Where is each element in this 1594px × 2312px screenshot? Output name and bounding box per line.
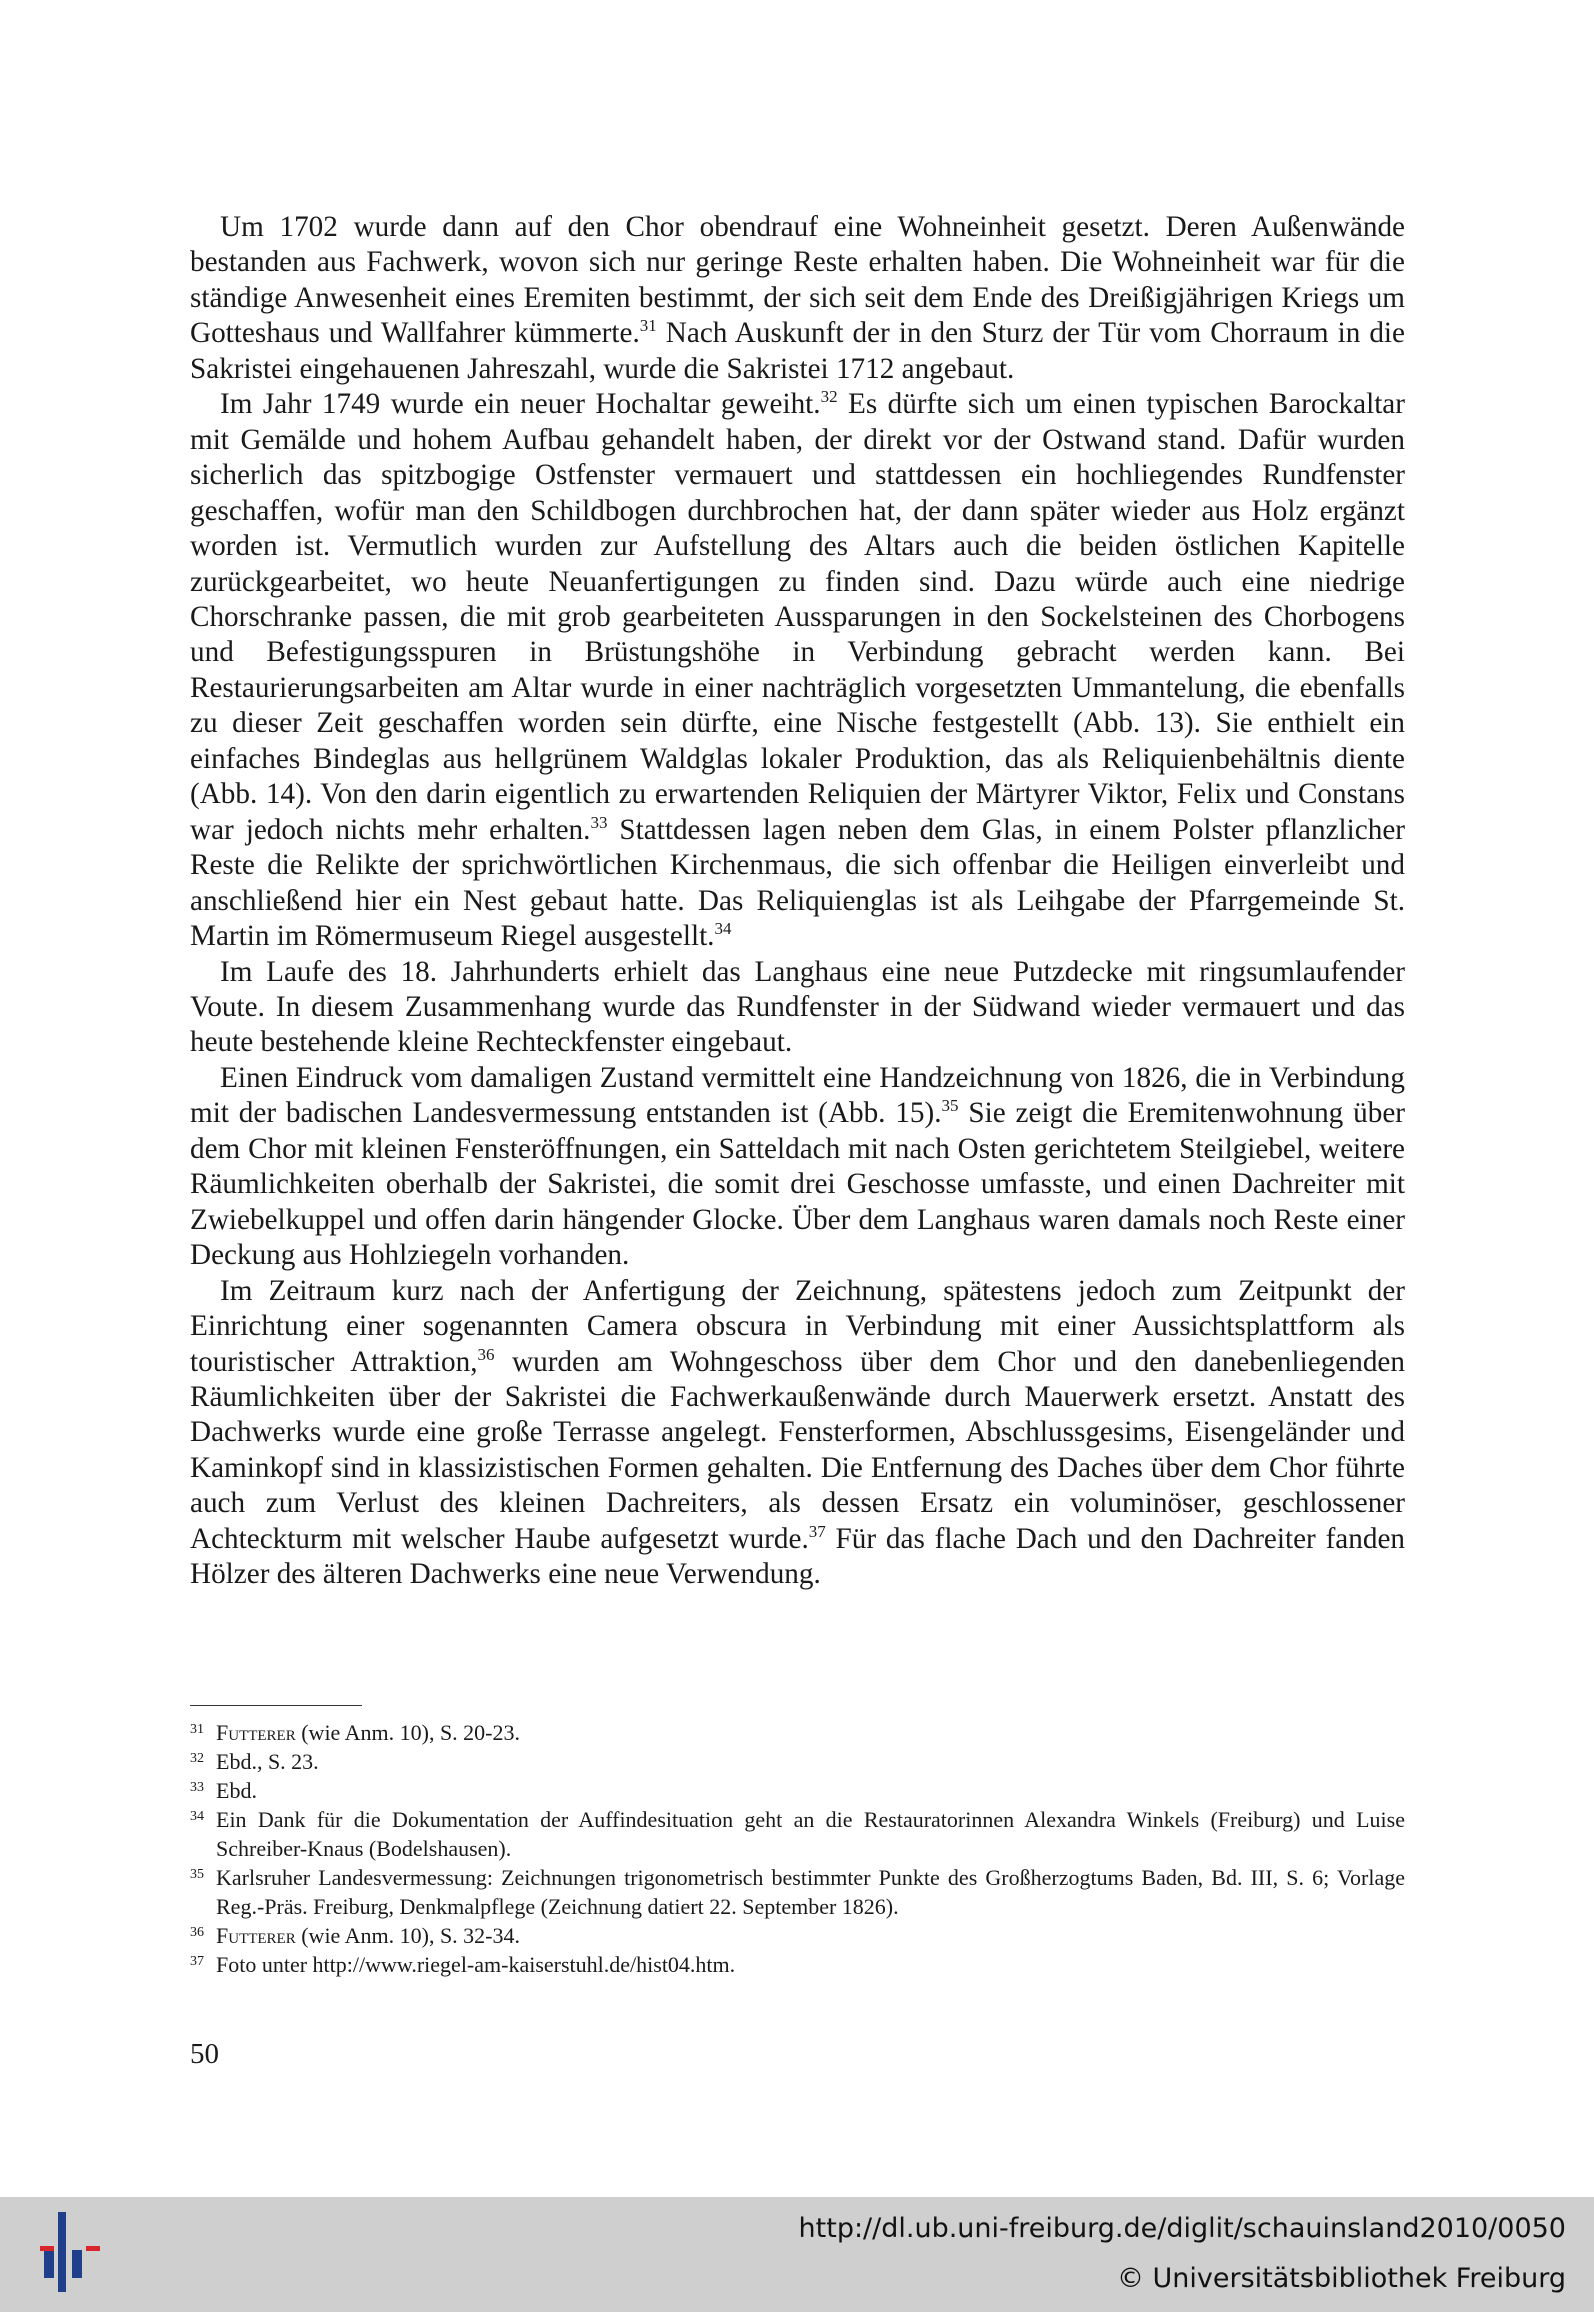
footnote-number: 36 — [190, 1925, 204, 1940]
footnote-number: 33 — [190, 1780, 204, 1795]
paragraph-text: wurden am Wohngeschoss über dem Chor und den danebenliegenden Räumlichkeiten über der Sakristei die Fachwerkaußenwände durch Mauerwerk ersetzt. Anstatt des Dachwerks wurde eine große Terrasse angelegt. Fensterformen, Abschlussgesims, Eisengeländer und Kaminkopf sind in klassizistischen Formen gehalten. Die Entfernung des Daches über dem Chor führte auch zum Verlust des kleinen Dachreiters, als dessen Ersatz ein voluminöser, geschlossener Achteckturm mit welscher Haube aufgesetzt wurde. — [190, 1345, 1405, 1555]
footnote-text: (wie Anm. 10), S. 20-23. — [295, 1720, 520, 1745]
footnote — [190, 1921, 1405, 1950]
footnote — [190, 1718, 1405, 1747]
footer-bar — [0, 2197, 1594, 2312]
footnote-reference: 34 — [714, 919, 732, 939]
footnote-text: Foto unter http://www.riegel-am-kaiserstuhl.de/hist04.htm. — [216, 1952, 736, 1977]
footnote-author: Futterer — [216, 1720, 296, 1745]
ub-freiburg-logo-icon — [40, 2212, 100, 2292]
body-paragraph — [190, 955, 1405, 1061]
paragraph-text: Nach Auskunft der in den Sturz der Tür vom Chorraum in die Sakristei eingehauenen Jahreszahl, wurde die Sakristei 1712 angebaut. — [190, 317, 1405, 385]
footer-url-link[interactable]: http://dl.ub.uni-freiburg.de/diglit/schauinsland2010/0050 — [798, 2213, 1566, 2244]
footnote-reference: 35 — [941, 1096, 959, 1116]
footnote-author: Futterer — [216, 1923, 296, 1948]
footnote-number: 37 — [190, 1954, 204, 1969]
footnote-number: 32 — [190, 1751, 204, 1766]
footnote — [190, 1776, 1405, 1805]
footnote — [190, 1950, 1405, 1979]
footnote — [190, 1747, 1405, 1776]
footnote — [190, 1805, 1405, 1863]
footnote-separator — [190, 1705, 362, 1706]
paragraph-text: Im Jahr 1749 wurde ein neuer Hochaltar geweiht. — [220, 388, 821, 421]
footnote-reference: 32 — [820, 387, 838, 407]
paragraph-text: Um 1702 wurde dann auf den Chor obendrauf eine Wohneinheit gesetzt. Deren Außenwände bestanden aus Fachwerk, wovon sich nur geringe Reste erhalten haben. Die Wohneinheit war für die ständige Anwesenheit eines Eremiten bestimmt, der sich seit dem Ende des Dreißigjährigen Kriegs um Gotteshaus und Wallfahrer kümmerte. — [190, 211, 1405, 350]
footnote-text: Ebd. — [216, 1778, 257, 1803]
page-number: 50 — [190, 2038, 219, 2070]
footnote-text: Ein Dank für die Dokumentation der Auffindesituation geht an die Restauratorinnen Alexandra Winkels (Freiburg) und Luise Schreiber-Knaus (Bodelshausen). — [216, 1807, 1405, 1861]
body-paragraph — [190, 387, 1405, 954]
paragraph-text: Es dürfte sich um einen typischen Barockaltar mit Gemälde und hohem Aufbau gehandelt haben, der direkt vor der Ostwand stand. Dafür wurden sicherlich das spitzbogige Ostfenster vermauert und stattdessen ein hochliegendes Rundfenster geschaffen, wofür man den Schildbogen durchbrochen hat, der dann später wieder aus Holz ergänzt worden ist. Vermutlich wurden zur Aufstellung des Altars auch die beiden östlichen Kapitelle zurückgearbeitet, wo heute Neuanfertigungen zu finden sind. Dazu würde auch eine niedrige Chorschranke passen, die mit grob gearbeiteten Aussparungen in den Sockelsteinen des Chorbogens und Befestigungsspuren in Brüstungshöhe in Verbindung gebracht werden kann. Bei Restaurierungsarbeiten am Altar wurde in einer nachträglich vorgesetzten Ummantelung, die ebenfalls zu dieser Zeit geschaffen worden sein dürfte, eine Nische festgestellt (Abb. 13). Sie enthielt ein einfaches Bindeglas aus hellgrünem Waldglas lokaler Produktion, das als Reliquienbehältnis diente (Abb. 14). Von den darin eigentlich zu erwartenden Reliquien der Märtyrer Viktor, Felix und Constans war jedoch nichts mehr erhalten. — [190, 388, 1405, 846]
footer-copyright: © Universitätsbibliothek Freiburg — [1116, 2263, 1566, 2294]
footnote-reference: 36 — [477, 1344, 495, 1364]
footnote-text: Ebd., S. 23. — [216, 1749, 319, 1774]
footnote-text: Karlsruher Landesvermessung: Zeichnungen trigonometrisch bestimmter Punkte des Großherzogtums Baden, Bd. III, S. 6; Vorlage Reg.-Präs. Freiburg, Denkmalpflege (Zeichnung datiert 22. September 1826). — [216, 1865, 1405, 1919]
main-text — [190, 210, 1405, 1593]
body-paragraph — [190, 210, 1405, 387]
paragraph-text: Im Laufe des 18. Jahrhunderts erhielt das Langhaus eine neue Putzdecke mit ringsumlaufender Voute. In diesem Zusammenhang wurde das Rundfenster in der Südwand wieder vermauert und das heute bestehende kleine Rechteckfenster eingebaut. — [190, 955, 1405, 1059]
footnote-reference: 33 — [590, 812, 608, 832]
footnote-number: 31 — [190, 1722, 204, 1737]
paragraph-text: Stattdessen lagen neben dem Glas, in einem Polster pflanzlicher Reste die Relikte der sprichwörtlichen Kirchenmaus, die sich offenbar die Heiligen einverleibt und anschließend hier ein Nest gebaut hatte. Das Reliquienglas ist als Leihgabe der Pfarrgemeinde St. Martin im Römermuseum Riegel ausgestellt. — [190, 813, 1405, 953]
paragraph-text: Für das flache Dach und den Dachreiter fanden Hölzer des älteren Dachwerks eine neue Verwendung. — [190, 1522, 1405, 1591]
paragraph-text: Sie zeigt die Eremitenwohnung über dem Chor mit kleinen Fensteröffnungen, ein Satteldach mit nach Osten gerichtetem Steilgiebel, weitere Räumlichkeiten oberhalb der Sakristei, die somit drei Geschosse umfasste, und einen Dachreiter mit Zwiebelkuppel und offen darin hängender Glocke. Über dem Langhaus waren damals noch Reste einer Deckung aus Hohlziegeln vorhanden. — [190, 1097, 1405, 1272]
footnote-number: 34 — [190, 1809, 204, 1824]
footnote-text: (wie Anm. 10), S. 32-34. — [295, 1923, 520, 1948]
footnote-reference: 37 — [808, 1521, 826, 1541]
body-paragraph — [190, 1274, 1405, 1593]
paragraph-text: Einen Eindruck vom damaligen Zustand vermittelt eine Handzeichnung von 1826, die in Verbindung mit der badischen Landesvermessung entstanden ist (Abb. 15). — [190, 1061, 1405, 1130]
footnote-reference: 31 — [639, 316, 657, 336]
paragraph-text: Im Zeitraum kurz nach der Anfertigung der Zeichnung, spätestens jedoch zum Zeitpunkt der Einrichtung einer sogenannten Camera obscura in Verbindung mit einer Aussichtsplattform als touristischer Attraktion, — [190, 1274, 1405, 1378]
footnote — [190, 1863, 1405, 1921]
footnote-number: 35 — [190, 1867, 204, 1882]
footnotes — [190, 1718, 1405, 1979]
body-paragraph — [190, 1061, 1405, 1274]
